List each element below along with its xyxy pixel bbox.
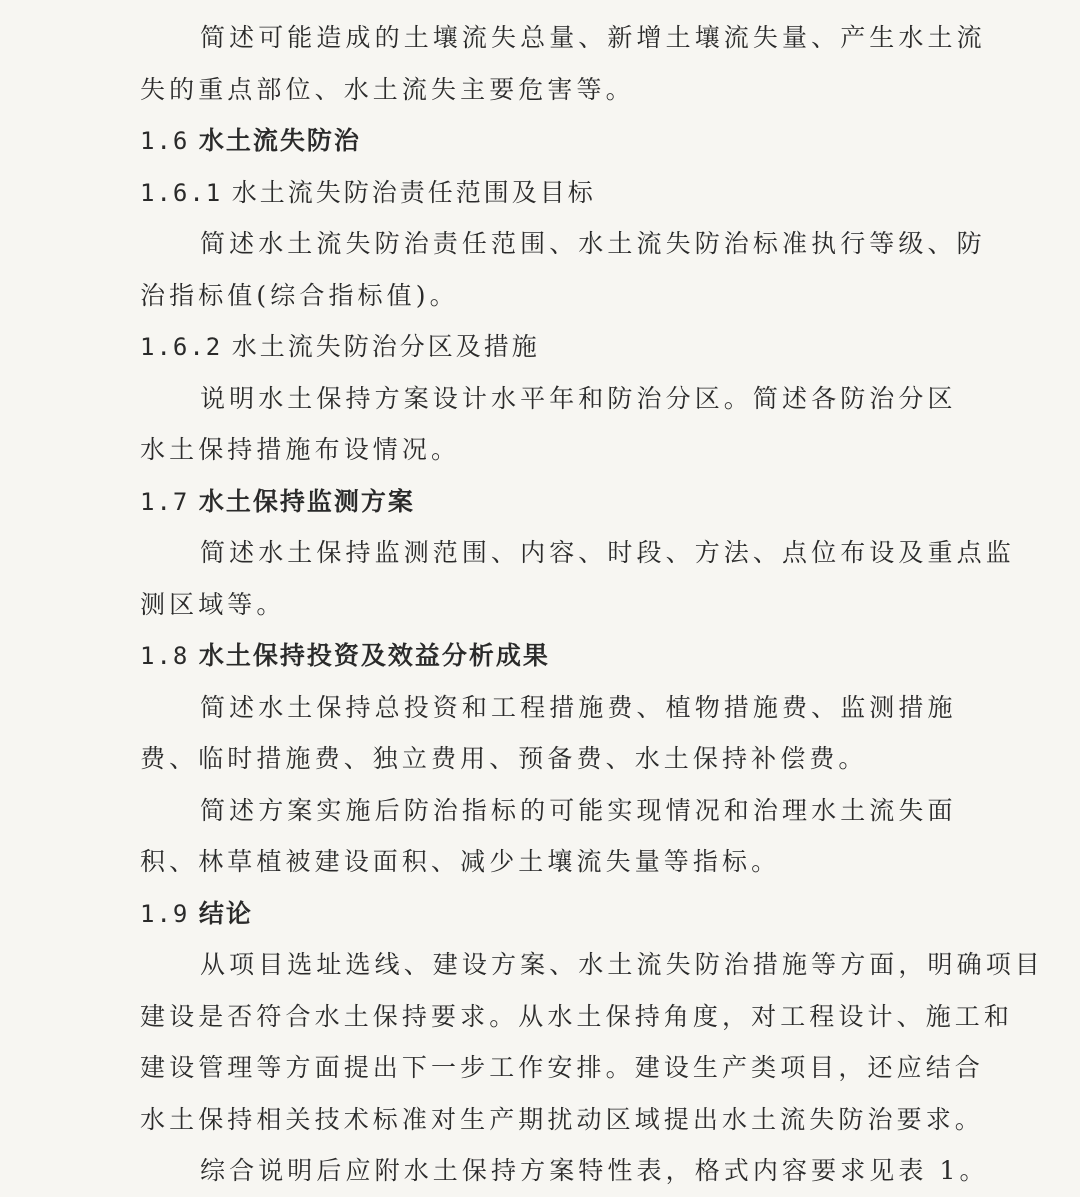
- section-title: 水土流失防治分区及措施: [231, 332, 540, 361]
- section-title: 水土流失防治责任范围及目标: [231, 177, 596, 207]
- body-text-line: 综合说明后应附水土保持方案特性表，格式内容要求见表 1。: [200, 1156, 989, 1185]
- section-title: 水土流失防治: [198, 126, 361, 155]
- body-text-line: 简述可能造成的土壤流失总量、新增土壤流失量、产生水土流: [200, 23, 986, 52]
- body-text-line: 测区域等。: [140, 589, 286, 619]
- section-number: 1.7: [140, 487, 190, 516]
- body-text-line: 说明水土保持方案设计水平年和防治分区。简述各防治分区: [200, 383, 957, 413]
- body-text-line: 费、临时措施费、独立费用、预备费、水土保持补偿费。: [140, 744, 868, 773]
- section-title: 结论: [198, 898, 253, 928]
- body-text-line: 治指标值(综合指标值)。: [140, 280, 459, 310]
- body-text-line: 简述水土保持监测范围、内容、时段、方法、点位布设及重点监: [200, 538, 1015, 567]
- section-title: 水土保持监测方案: [198, 486, 415, 516]
- body-text-line: 简述方案实施后防治指标的可能实现情况和治理水土流失面: [200, 795, 957, 825]
- section-number: 1.6.1: [140, 178, 223, 207]
- body-text-line: 失的重点部位、水土流失主要危害等。: [140, 74, 635, 104]
- body-text-line: 积、林草植被建设面积、减少土壤流失量等指标。: [140, 847, 781, 876]
- body-text-line: 建设是否符合水土保持要求。从水土保持角度，对工程设计、施工和: [140, 1001, 1014, 1031]
- body-text-line: 建设管理等方面提出下一步工作安排。建设生产类项目，还应结合: [140, 1053, 984, 1082]
- subsection-heading-1-6-2: [140, 321, 944, 373]
- section-number: 1.6.2: [140, 333, 223, 361]
- section-heading-1-7: [140, 476, 944, 528]
- section-heading-1-6: [140, 115, 944, 167]
- body-text-line: 从项目选址选线、建设方案、水土流失防治措施等方面，明确项目: [200, 950, 1044, 979]
- section-number: 1.6: [140, 127, 190, 155]
- body-text-line: 水土保持相关技术标准对生产期扰动区域提出水土流失防治要求。: [140, 1104, 984, 1134]
- subsection-heading-1-6-1: [140, 167, 944, 219]
- section-heading-1-8: [140, 630, 944, 682]
- section-number: 1.9: [140, 899, 190, 928]
- body-text-line: 简述水土保持总投资和工程措施费、植物措施费、监测措施: [200, 692, 957, 722]
- body-text-line: 水土保持措施布设情况。: [140, 435, 461, 464]
- section-title: 水土保持投资及效益分析成果: [198, 641, 550, 670]
- section-number: 1.8: [140, 642, 190, 670]
- body-text-line: 简述水土流失防治责任范围、水土流失防治标准执行等级、防: [200, 229, 986, 258]
- section-heading-1-9: [140, 888, 944, 940]
